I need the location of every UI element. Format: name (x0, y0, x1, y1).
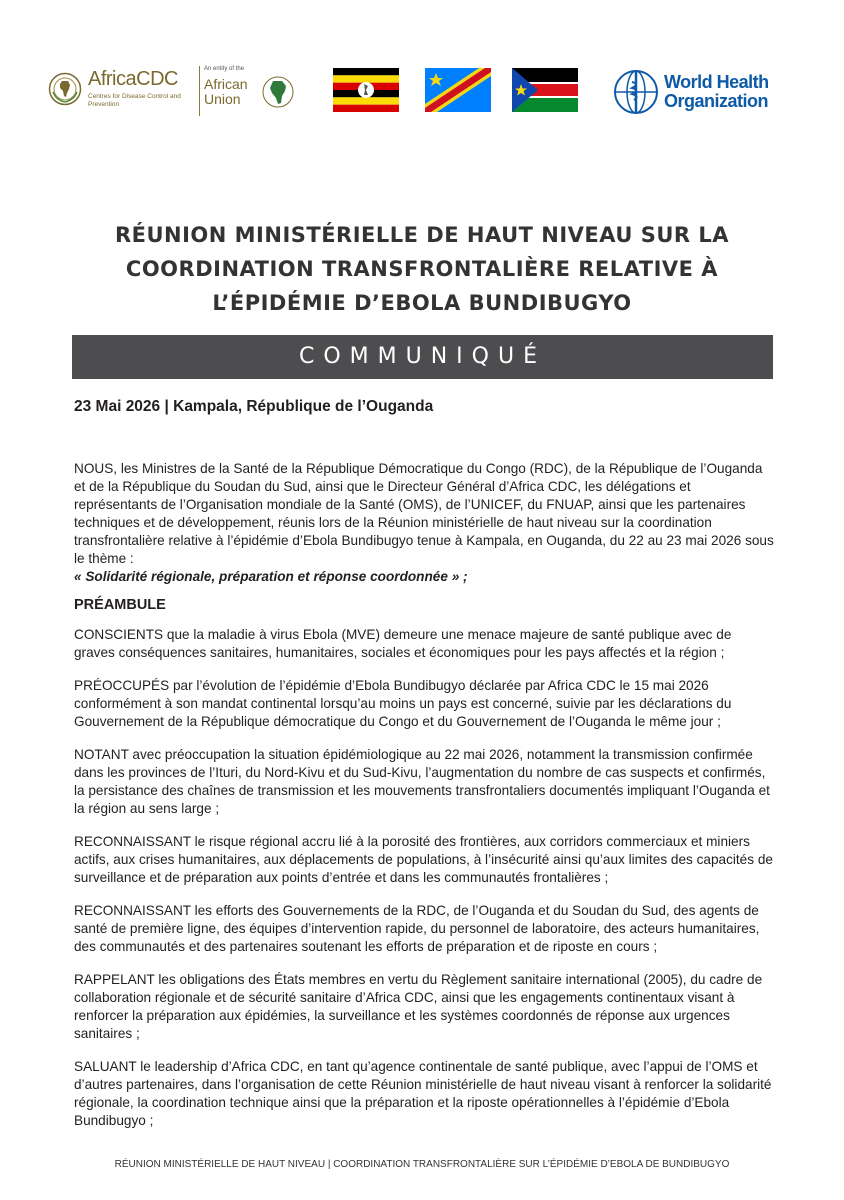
africa-cdc-logo (48, 66, 198, 116)
lead-keyword: RECONNAISSANT (74, 834, 191, 849)
title-line-2: COORDINATION TRANSFRONTALIÈRE RELATIVE À (125, 257, 719, 281)
title-line-1: RÉUNION MINISTÉRIELLE DE HAUT NIVEAU SUR LA (114, 223, 730, 247)
africa-cdc-name: AfricaCDC (88, 68, 178, 90)
lead-keyword: NOTANT (74, 747, 129, 762)
document-title (72, 218, 772, 320)
africa-map-icon (262, 74, 294, 110)
uganda-flag-icon (333, 68, 399, 112)
south-sudan-flag-icon (512, 68, 578, 112)
who-logo (612, 66, 792, 116)
au-entity-text: An entity of the (204, 66, 245, 72)
preamble-paragraph-notant: NOTANT avec préoccupation la situation épidémiologique au 22 mai 2026, notamment la transmission confirmée dans les provinces de l’Ituri, du Nord-Kivu et du Sud-Kivu, l’augmentation du nombre de cas suspects et confirmés, la persistance des chaînes de transmission et les mouvements transfrontaliers documentés impliquant l’Ouganda et la région au sens large ; (74, 747, 770, 816)
lead-keyword: CONSCIENTS (74, 627, 164, 642)
lead-keyword: RECONNAISSANT (74, 903, 191, 918)
intro-paragraph: NOUS, les Ministres de la Santé de la République Démocratique du Congo (RDC), de la République de l’Ouganda et de la République du Soudan du Sud, ainsi que le Directeur Général d’Africa CDC, les délégations et représentants de l’Organisation mondiale de la Santé (OMS), de l’UNICEF, du FNUAP, ainsi que les partenaires techniques et de développement, réunis lors de la Réunion ministérielle de haut niveau sur la coordination transfrontalière relative à l’épidémie d’Ebola Bundibugyo tenue à Kampala, en Ouganda, du 22 au 23 mai 2026 sous le thème : (74, 461, 774, 566)
africa-cdc-emblem-icon (48, 72, 82, 106)
preamble-paragraph-reconnaissant-risque: RECONNAISSANT le risque régional accru lié à la porosité des frontières, aux corridors commerciaux et miniers actifs, aux crises humanitaires, aux déplacements de populations, à l’insécurité ainsi qu’aux limites des capacités de surveillance et de préparation aux points d’entrée et dans les communautés frontalières ; (74, 834, 773, 885)
logo-divider (199, 66, 200, 116)
dateline: 23 Mai 2026 | Kampala, République de l’Ouganda (74, 398, 434, 415)
african-union-logo (204, 66, 314, 116)
preamble-paragraph-reconnaissant-efforts: RECONNAISSANT les efforts des Gouvernements de la RDC, de l’Ouganda et du Soudan du Sud, des agents de santé de première ligne, des équipes d’intervention rapide, du personnel de laboratoire, des acteurs humanitaires, des communautés et des partenaires soutenant les efforts de préparation et de riposte en cours ; (74, 903, 760, 954)
lead-keyword: SALUANT (74, 1059, 137, 1074)
drc-flag-icon (425, 68, 491, 112)
preamble-paragraph-saluant: SALUANT le leadership d’Africa CDC, en tant qu’agence continentale de santé publique, avec l’appui de l’OMS et d’autres partenaires, dans l’organisation de cette Réunion ministérielle de haut niveau visant à renforcer la solidarité régionale, la coordination technique ainsi que la préparation et la riposte opérationnelles à l’épidémie d’Ebola Bundibugyo ; (74, 1059, 772, 1128)
title-line-3: L’ÉPIDÉMIE D’EBOLA BUNDIBUGYO (212, 291, 632, 315)
theme-line: « Solidarité régionale, préparation et réponse coordonnée » ; (74, 569, 468, 584)
preamble-paragraph-rappelant: RAPPELANT les obligations des États membres en vertu du Règlement sanitaire international (2005), du cadre de collaboration régionale et de sécurité sanitaire d’Africa CDC, ainsi que les engagements continentaux visant à renforcer la préparation aux épidémies, la surveillance et les systèmes coordonnés de réponse aux urgences sanitaires ; (74, 972, 763, 1041)
preamble-paragraph-conscients: CONSCIENTS que la maladie à virus Ebola (MVE) demeure une menace majeure de santé publique avec de graves conséquences sanitaires, humanitaires, sociales et économiques pour les pays affectés et la région ; (74, 627, 732, 660)
communique-banner: COMMUNIQUÉ (72, 335, 773, 379)
au-line1: African (204, 76, 248, 92)
au-line2: Union (204, 91, 241, 107)
who-emblem-icon (612, 68, 660, 116)
logo-header (0, 62, 844, 122)
preamble-heading: PRÉAMBULE (74, 597, 166, 613)
page-footer: RÉUNION MINISTÉRIELLE DE HAUT NIVEAU | COORDINATION TRANSFRONTALIÈRE SUR L’ÉPIDÉMIE D’EBOLA DE BUNDIBUGYO (114, 1159, 730, 1170)
preamble-paragraph-preoccupes: PRÉOCCUPÉS par l’évolution de l’épidémie d’Ebola Bundibugyo déclarée par Africa CDC le 15 mai 2026 conformément à son mandat continental lorsqu’au moins un pays est concerné, suivie par les déclarations du Gouvernement de la République démocratique du Congo et du Gouvernement de l’Ouganda le même jour ; (74, 678, 732, 729)
document-body (74, 460, 774, 1130)
lead-keyword: RAPPELANT (74, 972, 155, 987)
lead-keyword: PRÉOCCUPÉS (74, 678, 170, 693)
africa-cdc-subtitle: Centres for Disease Control and Prevention (88, 93, 181, 108)
who-name-line2: Organization (664, 91, 769, 111)
who-name-line1: World Health (664, 72, 769, 92)
